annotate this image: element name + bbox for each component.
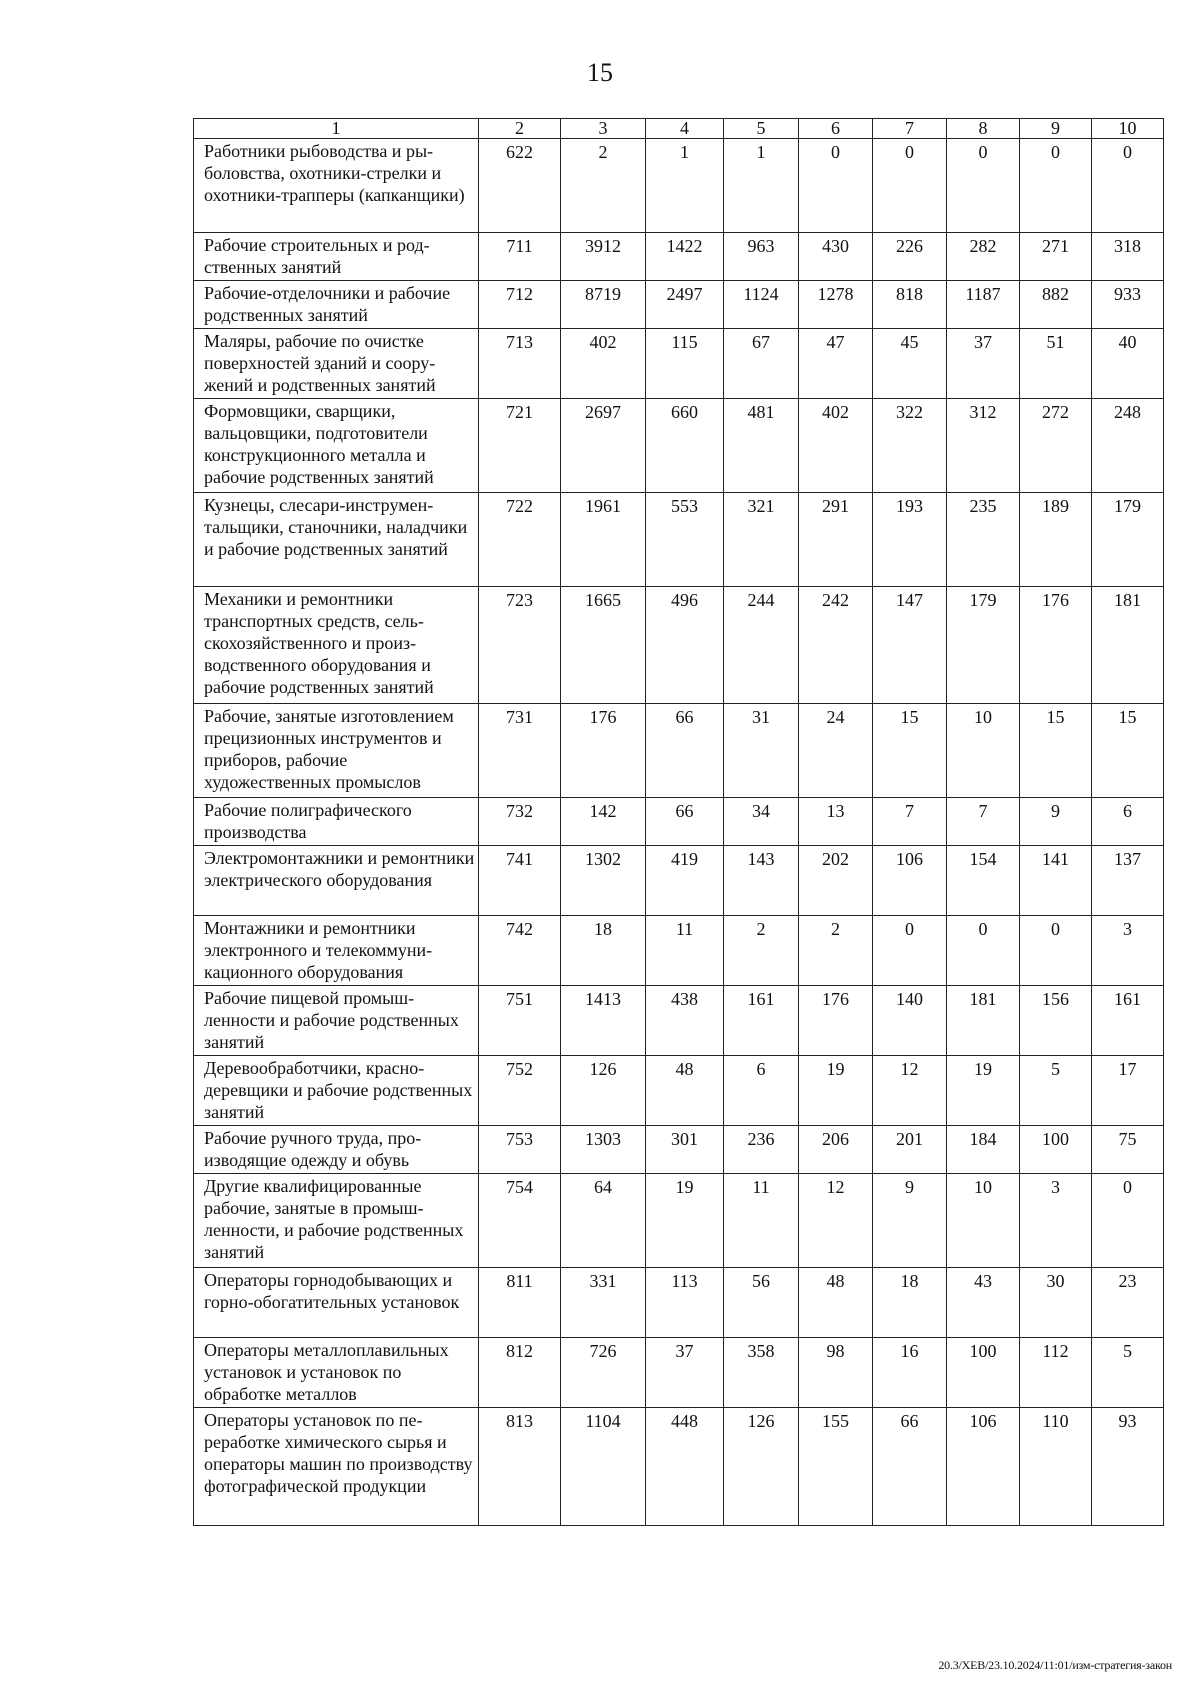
value-cell: 1104 bbox=[561, 1408, 646, 1526]
table-row bbox=[194, 798, 1164, 846]
value-cell: 1665 bbox=[561, 587, 646, 704]
value-cell: 402 bbox=[561, 329, 646, 399]
value-cell: 189 bbox=[1020, 493, 1092, 587]
value-cell: 181 bbox=[1092, 587, 1164, 704]
column-header: 6 bbox=[799, 119, 873, 139]
value-cell: 110 bbox=[1020, 1408, 1092, 1526]
value-cell: 496 bbox=[646, 587, 724, 704]
occupation-name-cell: Монтажники и ремонтники электронного и телекоммуникационного оборудования bbox=[194, 916, 479, 986]
value-cell: 201 bbox=[873, 1126, 947, 1174]
table-row bbox=[194, 329, 1164, 399]
table-row bbox=[194, 1126, 1164, 1174]
value-cell: 179 bbox=[947, 587, 1020, 704]
value-cell: 1303 bbox=[561, 1126, 646, 1174]
value-cell: 56 bbox=[724, 1268, 799, 1338]
value-cell: 137 bbox=[1092, 846, 1164, 916]
value-cell: 0 bbox=[1092, 139, 1164, 233]
value-cell: 141 bbox=[1020, 846, 1092, 916]
value-cell: 818 bbox=[873, 281, 947, 329]
value-cell: 16 bbox=[873, 1338, 947, 1408]
value-cell: 13 bbox=[799, 798, 873, 846]
value-cell: 226 bbox=[873, 233, 947, 281]
value-cell: 93 bbox=[1092, 1408, 1164, 1526]
page-number: 15 bbox=[587, 58, 613, 87]
value-cell: 726 bbox=[561, 1338, 646, 1408]
value-cell: 9 bbox=[873, 1174, 947, 1268]
value-cell: 553 bbox=[646, 493, 724, 587]
value-cell: 156 bbox=[1020, 986, 1092, 1056]
occupation-name-cell: Операторы металлоплавильных установок и установок по обработке металлов bbox=[194, 1338, 479, 1408]
value-cell: 10 bbox=[947, 1174, 1020, 1268]
value-cell: 147 bbox=[873, 587, 947, 704]
occupation-name-cell: Механики и ремонтники транспортных средств, сельскохозяйственного и производственного оборудования и рабочие родственных занятий bbox=[194, 587, 479, 704]
value-cell: 0 bbox=[947, 139, 1020, 233]
table-row bbox=[194, 1268, 1164, 1338]
value-cell: 115 bbox=[646, 329, 724, 399]
occupation-table bbox=[193, 118, 1164, 1526]
value-cell: 312 bbox=[947, 399, 1020, 493]
value-cell: 51 bbox=[1020, 329, 1092, 399]
value-cell: 176 bbox=[1020, 587, 1092, 704]
value-cell: 2 bbox=[724, 916, 799, 986]
occupation-code-cell: 754 bbox=[479, 1174, 561, 1268]
occupation-code-cell: 732 bbox=[479, 798, 561, 846]
value-cell: 7 bbox=[873, 798, 947, 846]
value-cell: 67 bbox=[724, 329, 799, 399]
value-cell: 11 bbox=[646, 916, 724, 986]
value-cell: 235 bbox=[947, 493, 1020, 587]
value-cell: 358 bbox=[724, 1338, 799, 1408]
header-row bbox=[194, 119, 1164, 139]
value-cell: 45 bbox=[873, 329, 947, 399]
value-cell: 318 bbox=[1092, 233, 1164, 281]
occupation-name-cell: Операторы горнодобывающих и горно-обогатительных установок bbox=[194, 1268, 479, 1338]
value-cell: 1961 bbox=[561, 493, 646, 587]
value-cell: 98 bbox=[799, 1338, 873, 1408]
value-cell: 48 bbox=[799, 1268, 873, 1338]
value-cell: 1124 bbox=[724, 281, 799, 329]
table-row bbox=[194, 493, 1164, 587]
value-cell: 331 bbox=[561, 1268, 646, 1338]
value-cell: 402 bbox=[799, 399, 873, 493]
table-row bbox=[194, 916, 1164, 986]
occupation-code-cell: 721 bbox=[479, 399, 561, 493]
value-cell: 30 bbox=[1020, 1268, 1092, 1338]
value-cell: 154 bbox=[947, 846, 1020, 916]
table-row bbox=[194, 704, 1164, 798]
value-cell: 2 bbox=[799, 916, 873, 986]
value-cell: 15 bbox=[1092, 704, 1164, 798]
value-cell: 1413 bbox=[561, 986, 646, 1056]
occupation-name-cell: Формовщики, сварщики, вальцовщики, подготовители конструкционного металла и рабочие родственных занятий bbox=[194, 399, 479, 493]
value-cell: 15 bbox=[1020, 704, 1092, 798]
value-cell: 248 bbox=[1092, 399, 1164, 493]
value-cell: 202 bbox=[799, 846, 873, 916]
value-cell: 0 bbox=[873, 139, 947, 233]
value-cell: 660 bbox=[646, 399, 724, 493]
value-cell: 100 bbox=[1020, 1126, 1092, 1174]
value-cell: 66 bbox=[646, 704, 724, 798]
value-cell: 419 bbox=[646, 846, 724, 916]
value-cell: 0 bbox=[1020, 139, 1092, 233]
value-cell: 1422 bbox=[646, 233, 724, 281]
occupation-name-cell: Маляры, рабочие по очистке поверхностей зданий и сооружений и родственных занятий bbox=[194, 329, 479, 399]
value-cell: 0 bbox=[873, 916, 947, 986]
occupation-name-cell: Рабочие пищевой промышленности и рабочие родственных занятий bbox=[194, 986, 479, 1056]
value-cell: 271 bbox=[1020, 233, 1092, 281]
occupation-name-cell: Рабочие полиграфического производства bbox=[194, 798, 479, 846]
value-cell: 3912 bbox=[561, 233, 646, 281]
occupation-code-cell: 751 bbox=[479, 986, 561, 1056]
value-cell: 3 bbox=[1092, 916, 1164, 986]
value-cell: 161 bbox=[724, 986, 799, 1056]
occupation-name-cell: Деревообработчики, краснодеревщики и рабочие родственных занятий bbox=[194, 1056, 479, 1126]
value-cell: 34 bbox=[724, 798, 799, 846]
value-cell: 43 bbox=[947, 1268, 1020, 1338]
value-cell: 6 bbox=[724, 1056, 799, 1126]
document-footer-code: 20.3/ХЕВ/23.10.2024/11:01/изм-стратегия-закон bbox=[938, 1658, 1172, 1672]
value-cell: 66 bbox=[873, 1408, 947, 1526]
value-cell: 5 bbox=[1092, 1338, 1164, 1408]
table-row bbox=[194, 986, 1164, 1056]
table-row bbox=[194, 846, 1164, 916]
value-cell: 301 bbox=[646, 1126, 724, 1174]
value-cell: 143 bbox=[724, 846, 799, 916]
value-cell: 176 bbox=[561, 704, 646, 798]
value-cell: 5 bbox=[1020, 1056, 1092, 1126]
value-cell: 0 bbox=[947, 916, 1020, 986]
table-row bbox=[194, 281, 1164, 329]
value-cell: 1302 bbox=[561, 846, 646, 916]
value-cell: 0 bbox=[799, 139, 873, 233]
value-cell: 963 bbox=[724, 233, 799, 281]
column-header: 5 bbox=[724, 119, 799, 139]
occupation-code-cell: 731 bbox=[479, 704, 561, 798]
value-cell: 1 bbox=[646, 139, 724, 233]
value-cell: 236 bbox=[724, 1126, 799, 1174]
value-cell: 2497 bbox=[646, 281, 724, 329]
value-cell: 11 bbox=[724, 1174, 799, 1268]
occupation-code-cell: 711 bbox=[479, 233, 561, 281]
occupation-code-cell: 713 bbox=[479, 329, 561, 399]
column-header: 4 bbox=[646, 119, 724, 139]
table-row bbox=[194, 1056, 1164, 1126]
value-cell: 40 bbox=[1092, 329, 1164, 399]
value-cell: 161 bbox=[1092, 986, 1164, 1056]
value-cell: 282 bbox=[947, 233, 1020, 281]
value-cell: 47 bbox=[799, 329, 873, 399]
value-cell: 0 bbox=[1020, 916, 1092, 986]
occupation-code-cell: 813 bbox=[479, 1408, 561, 1526]
value-cell: 321 bbox=[724, 493, 799, 587]
value-cell: 193 bbox=[873, 493, 947, 587]
value-cell: 448 bbox=[646, 1408, 724, 1526]
occupation-name-cell: Работники рыбоводства и рыболовства, охотники-стрелки и охотники-трапперы (капканщики) bbox=[194, 139, 479, 233]
value-cell: 206 bbox=[799, 1126, 873, 1174]
value-cell: 6 bbox=[1092, 798, 1164, 846]
value-cell: 1 bbox=[724, 139, 799, 233]
value-cell: 18 bbox=[873, 1268, 947, 1338]
value-cell: 113 bbox=[646, 1268, 724, 1338]
value-cell: 24 bbox=[799, 704, 873, 798]
value-cell: 106 bbox=[873, 846, 947, 916]
value-cell: 882 bbox=[1020, 281, 1092, 329]
value-cell: 0 bbox=[1092, 1174, 1164, 1268]
value-cell: 184 bbox=[947, 1126, 1020, 1174]
value-cell: 181 bbox=[947, 986, 1020, 1056]
value-cell: 18 bbox=[561, 916, 646, 986]
table-row bbox=[194, 587, 1164, 704]
value-cell: 19 bbox=[799, 1056, 873, 1126]
value-cell: 291 bbox=[799, 493, 873, 587]
value-cell: 100 bbox=[947, 1338, 1020, 1408]
value-cell: 48 bbox=[646, 1056, 724, 1126]
table-row bbox=[194, 399, 1164, 493]
value-cell: 12 bbox=[799, 1174, 873, 1268]
value-cell: 66 bbox=[646, 798, 724, 846]
occupation-code-cell: 752 bbox=[479, 1056, 561, 1126]
occupation-code-cell: 723 bbox=[479, 587, 561, 704]
column-header: 3 bbox=[561, 119, 646, 139]
value-cell: 155 bbox=[799, 1408, 873, 1526]
value-cell: 430 bbox=[799, 233, 873, 281]
value-cell: 112 bbox=[1020, 1338, 1092, 1408]
value-cell: 17 bbox=[1092, 1056, 1164, 1126]
occupation-code-cell: 742 bbox=[479, 916, 561, 986]
value-cell: 140 bbox=[873, 986, 947, 1056]
value-cell: 37 bbox=[646, 1338, 724, 1408]
value-cell: 23 bbox=[1092, 1268, 1164, 1338]
column-header: 2 bbox=[479, 119, 561, 139]
value-cell: 1278 bbox=[799, 281, 873, 329]
occupation-code-cell: 753 bbox=[479, 1126, 561, 1174]
value-cell: 64 bbox=[561, 1174, 646, 1268]
occupation-name-cell: Электромонтажники и ремонтники электрического оборудования bbox=[194, 846, 479, 916]
column-header: 7 bbox=[873, 119, 947, 139]
value-cell: 2697 bbox=[561, 399, 646, 493]
occupation-name-cell: Рабочие-отделочники и рабочие родственных занятий bbox=[194, 281, 479, 329]
value-cell: 15 bbox=[873, 704, 947, 798]
value-cell: 8719 bbox=[561, 281, 646, 329]
value-cell: 31 bbox=[724, 704, 799, 798]
occupation-code-cell: 622 bbox=[479, 139, 561, 233]
occupation-name-cell: Рабочие, занятые изготовлением прецизионных инструментов и приборов, рабочие художественных промыслов bbox=[194, 704, 479, 798]
occupation-name-cell: Кузнецы, слесари-инструментальщики, станочники, наладчики и рабочие родственных занятий bbox=[194, 493, 479, 587]
value-cell: 37 bbox=[947, 329, 1020, 399]
value-cell: 10 bbox=[947, 704, 1020, 798]
value-cell: 322 bbox=[873, 399, 947, 493]
value-cell: 176 bbox=[799, 986, 873, 1056]
occupation-name-cell: Другие квалифицированные рабочие, занятые в промышленности, и рабочие родственных занятий bbox=[194, 1174, 479, 1268]
value-cell: 2 bbox=[561, 139, 646, 233]
table-row bbox=[194, 139, 1164, 233]
occupation-name-cell: Рабочие ручного труда, производящие одежду и обувь bbox=[194, 1126, 479, 1174]
value-cell: 142 bbox=[561, 798, 646, 846]
occupation-code-cell: 712 bbox=[479, 281, 561, 329]
value-cell: 7 bbox=[947, 798, 1020, 846]
value-cell: 438 bbox=[646, 986, 724, 1056]
value-cell: 272 bbox=[1020, 399, 1092, 493]
value-cell: 3 bbox=[1020, 1174, 1092, 1268]
value-cell: 1187 bbox=[947, 281, 1020, 329]
column-header: 9 bbox=[1020, 119, 1092, 139]
occupation-code-cell: 811 bbox=[479, 1268, 561, 1338]
table-row bbox=[194, 1408, 1164, 1526]
value-cell: 481 bbox=[724, 399, 799, 493]
value-cell: 19 bbox=[947, 1056, 1020, 1126]
value-cell: 75 bbox=[1092, 1126, 1164, 1174]
occupation-name-cell: Операторы установок по переработке химического сырья и операторы машин по производству фотографической продукции bbox=[194, 1408, 479, 1526]
value-cell: 126 bbox=[724, 1408, 799, 1526]
value-cell: 19 bbox=[646, 1174, 724, 1268]
value-cell: 106 bbox=[947, 1408, 1020, 1526]
occupation-code-cell: 812 bbox=[479, 1338, 561, 1408]
table-row bbox=[194, 1338, 1164, 1408]
table-row bbox=[194, 233, 1164, 281]
column-header: 8 bbox=[947, 119, 1020, 139]
value-cell: 12 bbox=[873, 1056, 947, 1126]
occupation-code-cell: 741 bbox=[479, 846, 561, 916]
value-cell: 9 bbox=[1020, 798, 1092, 846]
column-header: 1 bbox=[194, 119, 479, 139]
value-cell: 126 bbox=[561, 1056, 646, 1126]
occupation-code-cell: 722 bbox=[479, 493, 561, 587]
column-header: 10 bbox=[1092, 119, 1164, 139]
value-cell: 242 bbox=[799, 587, 873, 704]
value-cell: 179 bbox=[1092, 493, 1164, 587]
occupation-name-cell: Рабочие строительных и родственных занятий bbox=[194, 233, 479, 281]
table-row bbox=[194, 1174, 1164, 1268]
value-cell: 933 bbox=[1092, 281, 1164, 329]
value-cell: 244 bbox=[724, 587, 799, 704]
table-body bbox=[194, 139, 1164, 1526]
